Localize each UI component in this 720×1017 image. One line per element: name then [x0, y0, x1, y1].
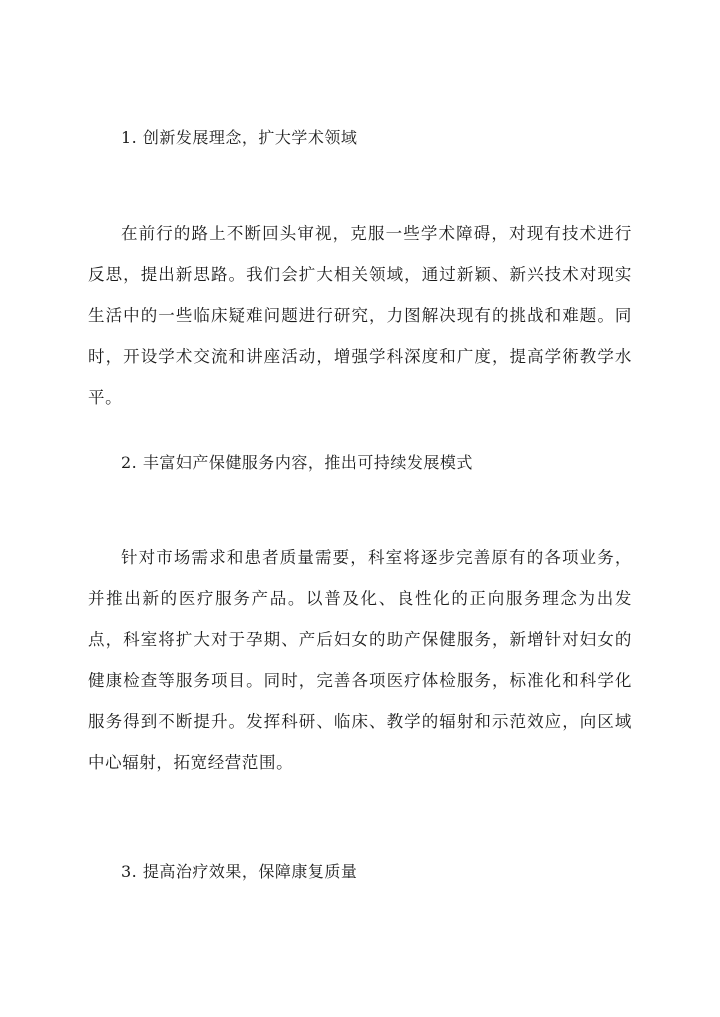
section-heading-3: 3. 提高治疗效果，保障康复质量	[121, 862, 358, 881]
section-heading-2: 2. 丰富妇产保健服务内容，推出可持续发展模式	[121, 453, 473, 472]
section-paragraph-2: 针对市场需求和患者质量需要，科室将逐步完善原有的各项业务，并推出新的医疗服务产品。以普及化、良性化的正向服务理念为出发点，科室将扩大对于孕期、产后妇女的助产保健服务，新增针对妇女的健康检查等服务项目。同时，完善各项医疗体检服务，标准化和科学化服务得到不断提升。发挥科研、临床、教学的辐射和示范效应，向区域中心辐射，拓宽经营范围。	[88, 548, 632, 772]
section-heading-1: 1. 创新发展理念，扩大学术领域	[121, 128, 358, 147]
section-paragraph-1: 在前行的路上不断回头审视，克服一些学术障碍，对现有技术进行反思，提出新思路。我们会扩大相关领域，通过新颖、新兴技术对现实生活中的一些临床疑难问题进行研究，力图解决现有的挑战和难题。同时，开设学术交流和讲座活动，增强学科深度和广度，提高学術教学水平。	[88, 224, 632, 407]
